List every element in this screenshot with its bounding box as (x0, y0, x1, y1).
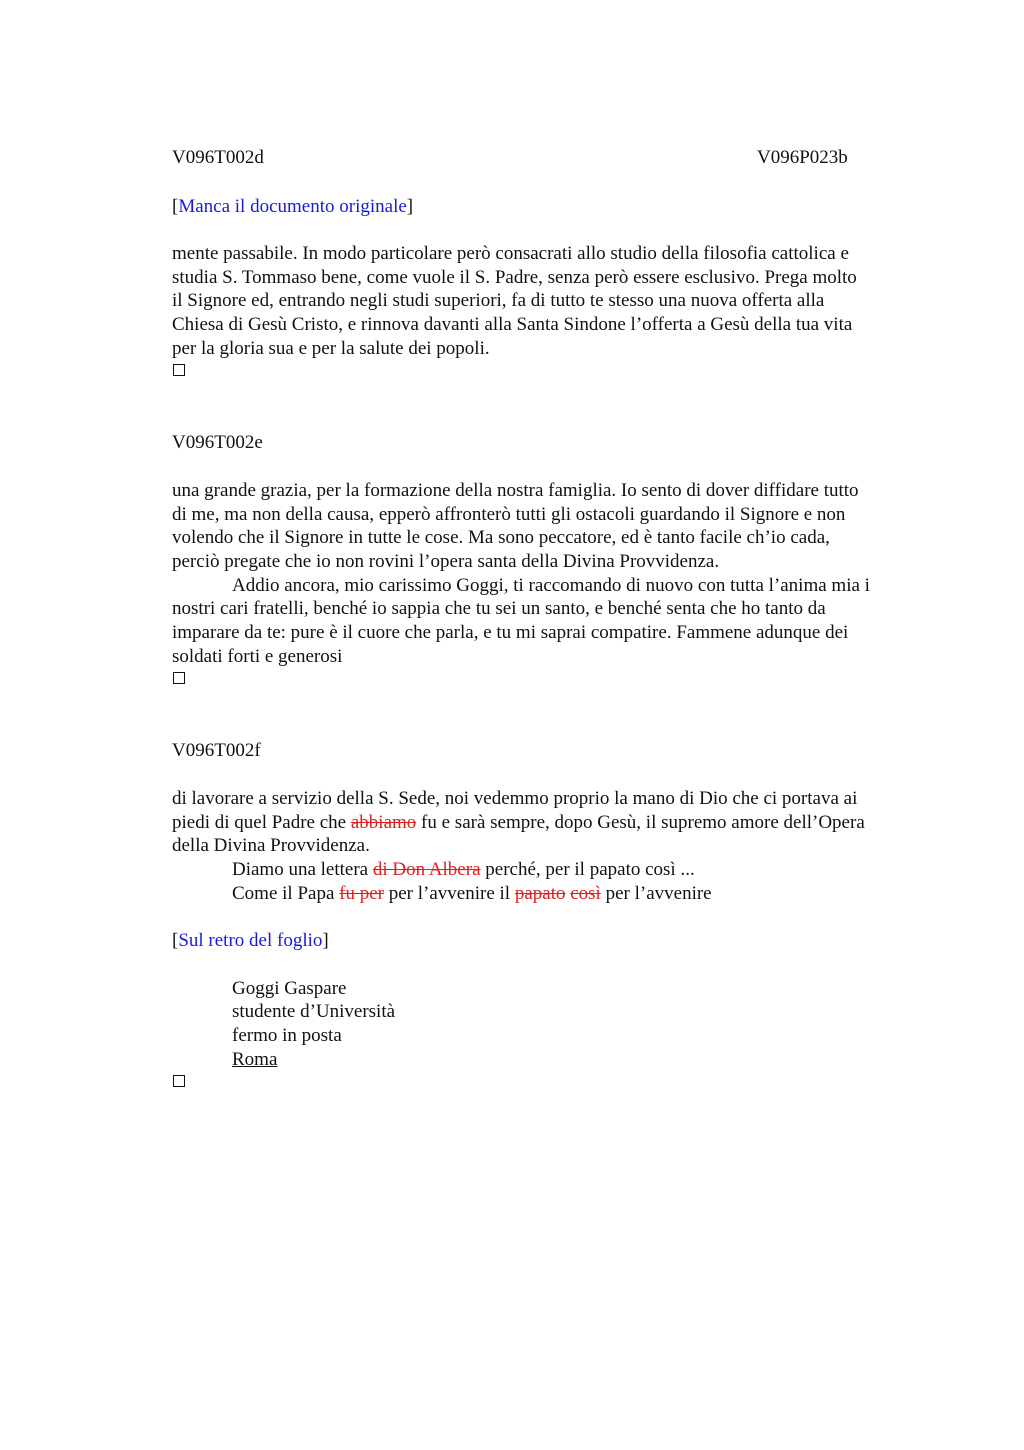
document-code-left: V096T002d (172, 147, 264, 168)
struck-text: fu per (339, 883, 384, 904)
text-line: di lavorare a servizio della S. Sede, noi vedemmo proprio la mano di Dio che ci portava ai (172, 788, 858, 809)
editorial-note-text: Manca il documento originale (178, 196, 407, 217)
struck-text: così (570, 883, 601, 904)
editorial-note-text: Sul retro del foglio (178, 930, 323, 951)
text-line: Diamo una lettera di Don Albera perché, per il papato così ... (232, 859, 695, 880)
text-line: volendo che il Signore in tutte le cose. Ma sono peccatore, ed è tanto facile ch’io cada, (172, 527, 830, 548)
text-line: studia S. Tommaso bene, come vuole il S. Padre, senza però essere esclusivo. Prega molto (172, 267, 857, 288)
text-line: Addio ancora, mio carissimo Goggi, ti raccomando di nuovo con tutta l’anima mia i (232, 575, 870, 596)
text-line: perciò pregate che io non rovini l’opera santa della Divina Provvidenza. (172, 551, 720, 572)
text-line: imparare da te: pure è il cuore che parla, e tu mi saprai compatire. Fammene adunque dei (172, 622, 849, 643)
address-city: Roma (232, 1049, 278, 1070)
end-of-fragment-box-icon (173, 364, 185, 376)
text-line: mente passabile. In modo particolare però consacrati allo studio della filosofia cattolica e (172, 243, 849, 264)
end-of-fragment-box-icon (173, 1075, 185, 1087)
address-post: fermo in posta (232, 1025, 342, 1046)
text-line: della Divina Provvidenza. (172, 835, 370, 856)
struck-text: papato (514, 883, 566, 904)
text-line: una grande grazia, per la formazione della nostra famiglia. Io sento di dover diffidare tutto (172, 480, 859, 501)
end-of-fragment-box-icon (173, 672, 185, 684)
text-line: per la gloria sua e per la salute dei popoli. (172, 338, 490, 359)
editorial-note-missing-original: [Manca il documento originale] (172, 196, 414, 217)
text-line: Come il Papa fu per per l’avvenire il papato così per l’avvenire (232, 883, 712, 904)
text-line: Chiesa di Gesù Cristo, e rinnova davanti alla Santa Sindone l’offerta a Gesù della tua vita (172, 314, 853, 335)
address-name: Goggi Gaspare (232, 978, 347, 999)
text-line: nostri cari fratelli, benché io sappia che tu sei un santo, e benché senta che ho tanto da (172, 598, 826, 619)
text-line: piedi di quel Padre che abbiamo fu e sarà sempre, dopo Gesù, il supremo amore dell’Opera (172, 812, 865, 833)
document-code-right: V096P023b (757, 147, 848, 168)
editorial-note-verso: [Sul retro del foglio] (172, 930, 329, 951)
fragment-code: V096T002f (172, 740, 261, 761)
fragment-code: V096T002e (172, 432, 263, 453)
text-line: di me, ma non della causa, epperò affronterò tutti gli ostacoli guardando il Signore e non (172, 504, 846, 525)
struck-text: di Don Albera (372, 859, 481, 880)
text-line: soldati forti e generosi (172, 646, 343, 667)
struck-text: abbiamo (350, 812, 417, 833)
text-line: il Signore ed, entrando negli studi superiori, fa di tutto te stesso una nuova offerta alla (172, 290, 825, 311)
address-role: studente d’Università (232, 1001, 396, 1022)
